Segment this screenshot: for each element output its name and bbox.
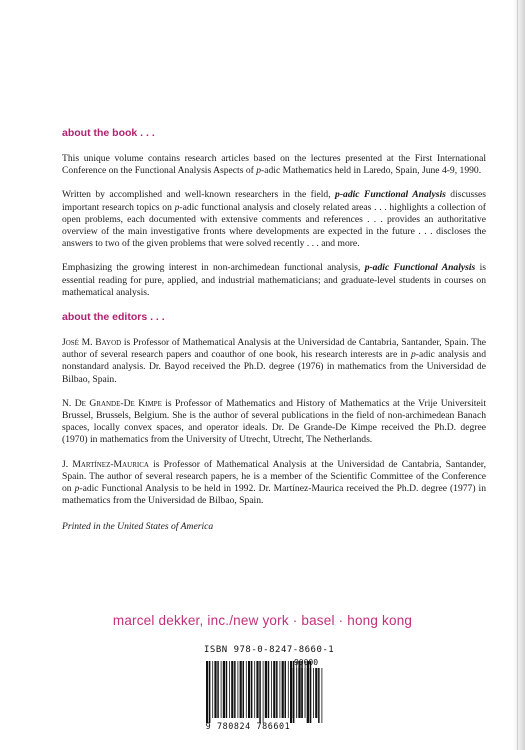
barcode-bar [265, 661, 267, 718]
barcode-bar [217, 661, 219, 718]
barcode-bar [243, 661, 245, 718]
isbn-number: ISBN 978-0-8247-8660-1 [204, 645, 335, 655]
barcode-bar [280, 661, 281, 718]
barcode-bar [313, 668, 314, 718]
barcode-bar [290, 668, 292, 723]
barcode-bar [223, 661, 225, 718]
barcode-bar [282, 661, 284, 718]
book-title: p-adic Functional Analysis [335, 189, 446, 201]
page-edge [513, 0, 525, 750]
barcode-bar [209, 661, 211, 723]
barcode-bar [221, 661, 222, 718]
barcode-bar [268, 661, 270, 718]
barcode-bar [318, 668, 320, 723]
barcode-bar [206, 661, 208, 723]
editor-martinez-maurica [62, 459, 486, 508]
addon-digits: 90000 [293, 658, 319, 667]
barcode [200, 658, 336, 732]
about-the-editors-heading: about the editors . . . [62, 311, 165, 324]
barcode-bar [271, 661, 272, 718]
barcode-bar [273, 661, 275, 718]
barcode-bar [234, 661, 236, 718]
barcode-bar [276, 661, 278, 718]
book-paragraph-3 [62, 262, 486, 299]
barcode-bar [298, 668, 300, 718]
text: Emphasizing the growing interest in non-archimedean functional analysis, [62, 262, 365, 274]
barcode-bar [263, 661, 264, 723]
barcode-bar [240, 661, 242, 718]
book-title: p-adic Functional Analysis [364, 262, 476, 274]
barcode-bar [248, 661, 250, 718]
barcode-bar [259, 661, 261, 723]
text: is Professor of Mathematics and History of Mathematics at the Vrije Universiteit Brussel, Brussels, Belgium. She is the author of several publications in the field of non-archimedean Banach spaces, locally convex spaces, and operator ideals. Dr. De Grande-De Kimpe received the Ph.D. degree (1970) in mathematics from the University of Utrecht, Utrecht, The Netherlands. [62, 397, 486, 446]
text: -adic analysis and nonstandard analysis. Dr. Bayod received the Ph.D. degree (1976) in mathematics from the Universidad de Bilbao, Spain. [62, 349, 486, 385]
barcode-bar [293, 668, 295, 723]
editor-de-grande-de-kimpe [62, 398, 486, 447]
barcode-bar [305, 668, 306, 718]
about-the-book-heading: about the book . . . [62, 127, 155, 139]
barcode-bar [226, 661, 228, 718]
barcode-bar [285, 661, 287, 718]
back-cover-text [62, 127, 486, 532]
barcode-bar [301, 668, 303, 718]
printed-in-usa: Printed in the United States of America [62, 521, 214, 533]
barcode-bar [307, 668, 309, 723]
editor-name: N. De Grande-De Kimpe [62, 397, 162, 409]
addon-bars [290, 668, 322, 723]
editor-bayod [62, 337, 486, 386]
barcode-bar [288, 661, 289, 718]
barcode-bar [315, 668, 317, 718]
barcode-bar [231, 661, 233, 718]
barcode-bar [212, 661, 213, 718]
book-paragraph-2 [62, 189, 486, 250]
text: Written by accomplished and well-known researchers in the field, [62, 189, 336, 201]
text: is Professor of Mathematical Analysis at the Universidad de Cantabria, Santander, Spain. The author of several research papers and coauthor of one book, his research interests are in [62, 337, 487, 361]
barcode-bar [256, 661, 258, 718]
text: -adic functional analysis and closely related areas . . . highlights a collection of open problems, each documented with extensive comments and references . . . provides an authoritative overview of the main investigative fronts where developments are expected in the future . . . discloses the answers to two of the given problems that were solved recently . . . and more. [62, 201, 487, 250]
italic-p: p [256, 165, 262, 177]
book-paragraph-1 [62, 153, 486, 177]
barcode-bar [246, 661, 247, 718]
barcode-bar [229, 661, 230, 718]
barcode-digits: 9 780824 786601 [205, 721, 291, 731]
italic-p: p [74, 483, 80, 495]
text: is Professor of Mathematical Analysis at the Universidad de Cantabria, Santander, Spain. The author of several research papers, he is a member of the Scientific Committee of the Conference on [62, 458, 486, 495]
publisher-line: marcel dekker, inc./new york · basel · hong kong [112, 613, 413, 628]
italic-p: p [174, 201, 180, 213]
text: discusses important research topics on [62, 189, 487, 213]
text: -adic Functional Analysis to be held in 1992. Dr. Martínez-Maurica received the Ph.D. degree (1977) in mathematics from the Universidad de Bilbao, Spain. [62, 483, 486, 507]
barcode-bar [251, 661, 253, 718]
barcode-bar [254, 661, 255, 718]
barcode-bar [296, 668, 297, 718]
editor-name: José M. Bayod [62, 337, 122, 349]
text: is essential reading for pure, applied, and industrial mathematicians; and graduate-level students in courses on mathematical analysis. [62, 262, 486, 298]
text: This unique volume contains research articles based on the lectures presented at the First International Conference on the Functional Analysis Aspects of [62, 153, 486, 177]
italic-p: p [410, 349, 416, 361]
barcode-bar [310, 668, 312, 723]
barcode-bar [322, 668, 323, 723]
barcode-bars [206, 661, 311, 723]
barcode-bar [238, 661, 239, 718]
editor-name: J. Martínez-Maurica [62, 458, 149, 470]
text: -adic Mathematics held in Laredo, Spain, June 4-9, 1990. [261, 165, 482, 177]
barcode-bar [214, 661, 216, 718]
